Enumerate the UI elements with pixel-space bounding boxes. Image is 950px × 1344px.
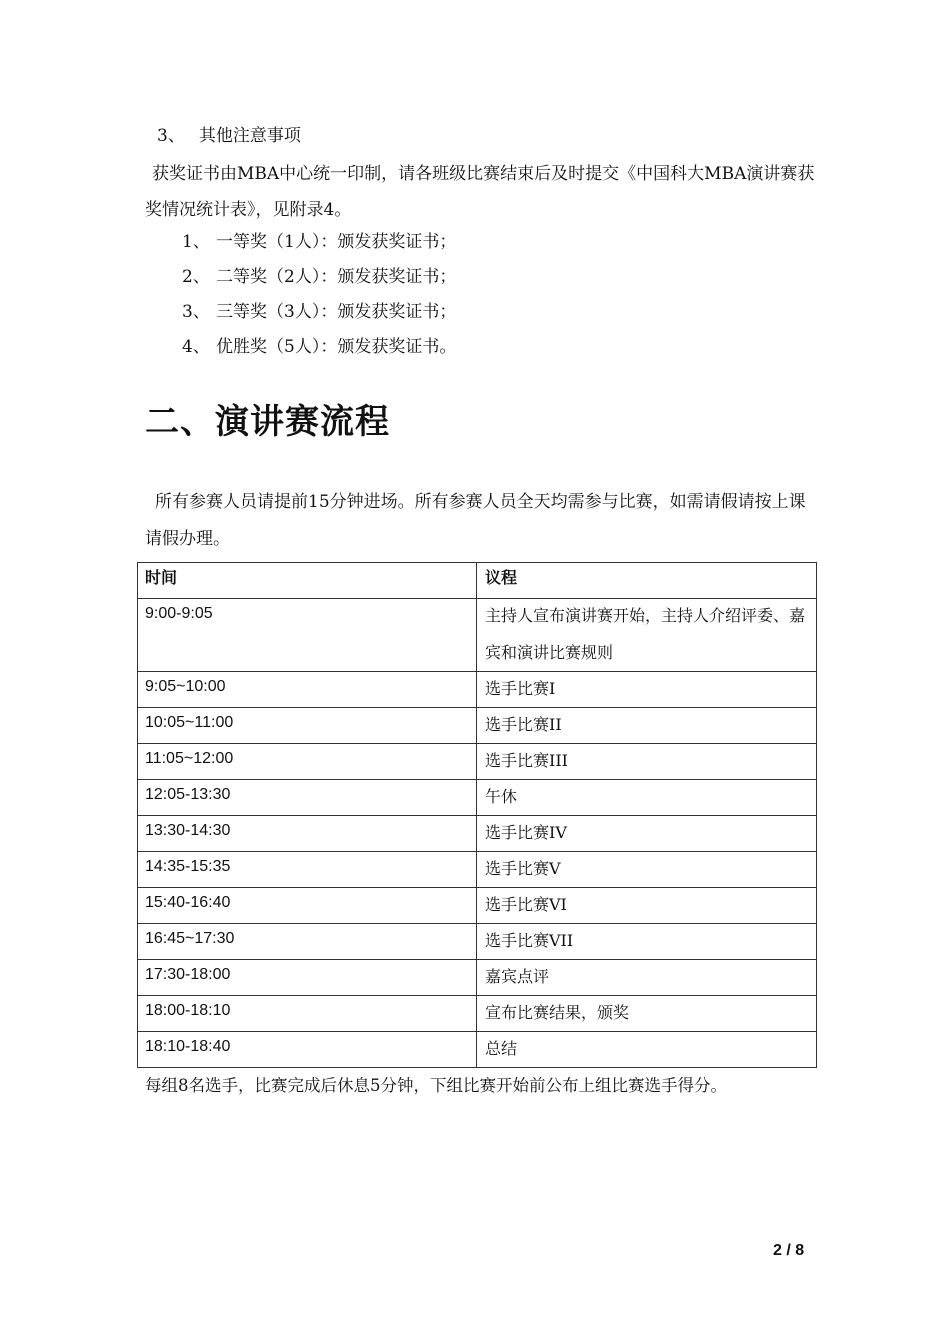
agenda-cell bbox=[477, 960, 817, 996]
agenda-text: 选手比赛III bbox=[485, 751, 568, 770]
time-cell: 12:05-13:30 bbox=[138, 780, 477, 816]
notice-paragraph: 获奖证书由MBA中心统一印制，请各班级比赛结束后及时提交《中国科大MBA演讲赛获奖情况统计表》，见附录4。 bbox=[145, 164, 815, 220]
table-row bbox=[138, 888, 817, 924]
time-cell: 18:00-18:10 bbox=[138, 996, 477, 1032]
prize-text: 优胜奖（5人）：颁发获奖证书。 bbox=[216, 337, 457, 357]
prize-number: 2、 bbox=[182, 267, 210, 287]
agenda-text: 午休 bbox=[485, 787, 518, 806]
agenda-cell bbox=[477, 852, 817, 888]
table-row bbox=[138, 780, 817, 816]
notice-title: 其他注意事项 bbox=[198, 126, 301, 146]
section-title: 二、演讲赛流程 bbox=[145, 402, 390, 442]
time-cell: 9:05~10:00 bbox=[138, 672, 477, 708]
table-row bbox=[138, 599, 817, 672]
agenda-cell bbox=[477, 816, 817, 852]
notice-heading bbox=[157, 124, 301, 148]
agenda-cell bbox=[477, 708, 817, 744]
section-intro: 所有参赛人员请提前15分钟进场。所有参赛人员全天均需参与比赛，如需请假请按上课请假办理。 bbox=[145, 492, 806, 549]
agenda-text: 选手比赛V bbox=[485, 859, 561, 878]
prize-item bbox=[182, 335, 456, 359]
prize-text: 三等奖（3人）：颁发获奖证书； bbox=[216, 302, 457, 322]
agenda-text: 选手比赛VI bbox=[485, 895, 567, 914]
prize-item bbox=[182, 265, 456, 289]
agenda-cell bbox=[477, 780, 817, 816]
footer-note: 每组8名选手，比赛完成后休息5分钟，下组比赛开始前公布上组比赛选手得分。 bbox=[145, 1076, 727, 1095]
table-row bbox=[138, 852, 817, 888]
agenda-cell bbox=[477, 599, 817, 672]
table-row bbox=[138, 960, 817, 996]
agenda-text: 选手比赛II bbox=[485, 715, 562, 734]
time-cell: 14:35-15:35 bbox=[138, 852, 477, 888]
agenda-cell bbox=[477, 888, 817, 924]
header-agenda: 议程 bbox=[477, 563, 817, 599]
time-cell: 10:05~11:00 bbox=[138, 708, 477, 744]
table-row bbox=[138, 816, 817, 852]
time-cell: 9:00-9:05 bbox=[138, 599, 477, 672]
time-cell: 15:40-16:40 bbox=[138, 888, 477, 924]
time-cell: 13:30-14:30 bbox=[138, 816, 477, 852]
agenda-text: 选手比赛I bbox=[485, 679, 556, 698]
time-cell: 11:05~12:00 bbox=[138, 744, 477, 780]
agenda-text: 主持人宣布演讲赛开始，主持人介绍评委、嘉宾和演讲比赛规则 bbox=[485, 606, 806, 662]
table-row bbox=[138, 924, 817, 960]
table-row bbox=[138, 744, 817, 780]
agenda-text: 宣布比赛结果，颁奖 bbox=[485, 1003, 630, 1022]
agenda-text: 总结 bbox=[485, 1039, 518, 1058]
prize-item bbox=[182, 230, 456, 254]
agenda-cell bbox=[477, 996, 817, 1032]
prize-number: 3、 bbox=[182, 302, 210, 322]
agenda-cell bbox=[477, 1032, 817, 1068]
header-time: 时间 bbox=[138, 563, 477, 599]
table-row bbox=[138, 672, 817, 708]
time-cell: 16:45~17:30 bbox=[138, 924, 477, 960]
prize-number: 4、 bbox=[182, 337, 210, 357]
table-row bbox=[138, 996, 817, 1032]
time-cell: 18:10-18:40 bbox=[138, 1032, 477, 1068]
agenda-text: 嘉宾点评 bbox=[485, 967, 550, 986]
agenda-cell bbox=[477, 924, 817, 960]
time-cell: 17:30-18:00 bbox=[138, 960, 477, 996]
table-row bbox=[138, 708, 817, 744]
schedule-table bbox=[137, 562, 817, 1068]
prize-number: 1、 bbox=[182, 232, 210, 252]
prize-text: 二等奖（2人）：颁发获奖证书； bbox=[216, 267, 457, 287]
prize-text: 一等奖（1人）：颁发获奖证书； bbox=[216, 232, 457, 252]
agenda-cell bbox=[477, 672, 817, 708]
notice-number: 3、 bbox=[157, 126, 185, 146]
prize-item bbox=[182, 300, 456, 324]
page-number: 2 / 8 bbox=[773, 1242, 805, 1259]
table-header-row bbox=[138, 563, 817, 599]
agenda-cell bbox=[477, 744, 817, 780]
agenda-text: 选手比赛VII bbox=[485, 931, 574, 950]
agenda-text: 选手比赛IV bbox=[485, 823, 567, 842]
table-row bbox=[138, 1032, 817, 1068]
